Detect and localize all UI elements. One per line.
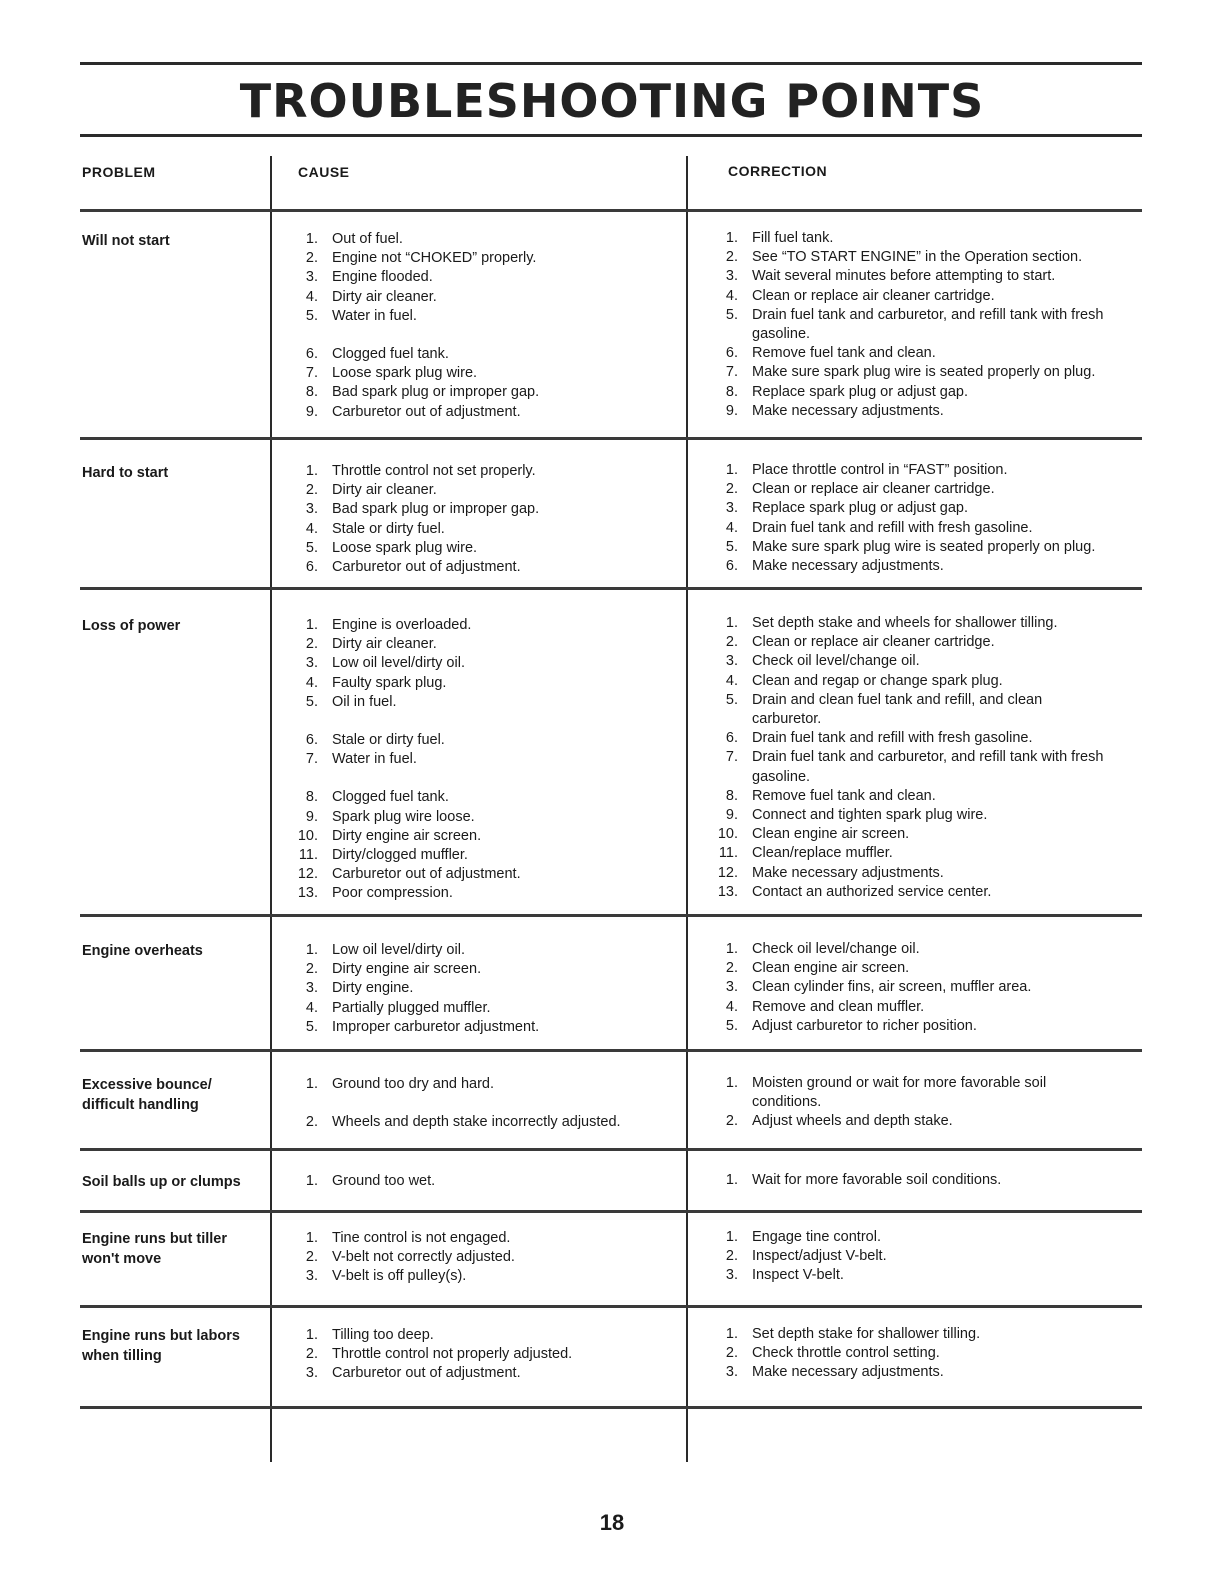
cause-list [296, 230, 676, 422]
title-top-rule [80, 62, 1142, 65]
list-item: 9. Spark plug wire loose. [305, 808, 475, 825]
list-item: 3. Make necessary adjustments. [725, 1364, 944, 1381]
list-item: 5. Drain and clean fuel tank and refill, and clean carburetor. [725, 691, 1043, 728]
list-item: 1. Set depth stake for shallower tilling. [725, 1326, 981, 1342]
list-item: 3. Check oil level/change oil. [725, 653, 920, 670]
problem-label: Engine runs but labors when tilling [82, 1328, 240, 1364]
list-item: 12. Carburetor out of adjustment. [297, 866, 521, 883]
list-item: 2. V-belt not correctly adjusted. [305, 1249, 515, 1266]
title-bottom-rule [80, 134, 1142, 137]
list-item: 4. Drain fuel tank and refill with fresh gasoline. [725, 519, 1033, 536]
list-item: 3. Bad spark plug or improper gap. [305, 501, 540, 518]
list-item: 9. Carburetor out of adjustment. [305, 403, 521, 420]
list-item: 1. Moisten ground or wait for more favorable soil conditions. [725, 1075, 1047, 1111]
section-separator [80, 1210, 1142, 1213]
list-item: 2. Dirty air cleaner. [305, 482, 437, 499]
problem-label: Engine runs but tiller won't move [82, 1231, 228, 1267]
list-item: 8. Clogged fuel tank. [305, 789, 449, 806]
cause-list [296, 941, 676, 1037]
list-item: 10. Clean engine air screen. [717, 826, 910, 843]
list-item: 2. Inspect/adjust V-belt. [725, 1248, 887, 1265]
list-item: 2. Check throttle control setting. [725, 1345, 940, 1362]
list-item: 4. Faulty spark plug. [305, 674, 447, 691]
list-item: 1. Tilling too deep. [305, 1327, 434, 1343]
cause-list [296, 1075, 676, 1132]
list-item: 1. Fill fuel tank. [725, 230, 834, 246]
section-separator [80, 437, 1142, 440]
list-item: 4. Remove and clean muffler. [725, 998, 925, 1015]
list-item: 3. Replace spark plug or adjust gap. [725, 500, 969, 517]
cause-list [296, 1229, 676, 1287]
list-item: 1. Check oil level/change oil. [725, 941, 920, 957]
problem-label: Engine overheats [82, 943, 203, 959]
list-item: 8. Remove fuel tank and clean. [725, 787, 936, 804]
list-item: 6. Stale or dirty fuel. [305, 732, 445, 749]
list-item: 5. Make sure spark plug wire is seated properly on plug. [725, 538, 1096, 555]
list-item: 2. Clean or replace air cleaner cartridge. [725, 634, 995, 651]
section-separator [80, 914, 1142, 917]
header-cause: CAUSE [298, 164, 350, 180]
list-item: 4. Clean or replace air cleaner cartridge. [725, 287, 995, 304]
list-item: 5. Improper carburetor adjustment. [305, 1018, 540, 1035]
list-item: 6. Make necessary adjustments. [725, 558, 944, 575]
list-item: 3. Low oil level/dirty oil. [305, 655, 465, 672]
list-item: 1. Ground too dry and hard. [305, 1076, 495, 1092]
cause-list [296, 616, 676, 904]
list-item: 3. Dirty engine. [305, 980, 414, 997]
list-item: 5. Drain fuel tank and carburetor, and refill tank with fresh gasoline. [725, 306, 1104, 343]
column-divider-correction [686, 156, 688, 1462]
problem-label: Soil balls up or clumps [82, 1174, 241, 1190]
list-item: 3. Clean cylinder fins, air screen, muffler area. [725, 979, 1032, 996]
section-separator [80, 209, 1142, 212]
list-item: 6. Carburetor out of adjustment. [305, 559, 521, 576]
list-item: 13. Poor compression. [297, 885, 453, 902]
list-item: 4. Stale or dirty fuel. [305, 520, 445, 537]
list-item: 1. Tine control is not engaged. [305, 1230, 511, 1246]
list-item: 3. V-belt is off pulley(s). [305, 1268, 467, 1285]
problem-label: Hard to start [82, 465, 169, 481]
list-item: 2. Engine not “CHOKED” properly. [305, 250, 537, 267]
problem-label: Excessive bounce/ difficult handling [82, 1077, 212, 1113]
column-divider-cause [270, 156, 272, 1462]
list-item: 1. Low oil level/dirty oil. [305, 942, 465, 958]
list-item: 8. Bad spark plug or improper gap. [305, 384, 540, 401]
section-separator [80, 1406, 1142, 1409]
list-item: 7. Water in fuel. [305, 751, 417, 768]
list-item: 1. Engage tine control. [725, 1229, 881, 1245]
section-separator [80, 1305, 1142, 1308]
list-item: 5. Loose spark plug wire. [305, 539, 478, 556]
list-item: 2. Clean or replace air cleaner cartridge. [725, 481, 995, 498]
list-item: 7. Drain fuel tank and carburetor, and refill tank with fresh gasoline. [725, 749, 1104, 785]
list-item: 12. Make necessary adjustments. [717, 864, 944, 881]
list-item: 3. Wait several minutes before attempting to start. [725, 268, 1056, 285]
list-item: 11. Dirty/clogged muffler. [298, 847, 468, 864]
cause-list [296, 1326, 676, 1384]
list-item: 2. Adjust wheels and depth stake. [725, 1113, 953, 1130]
list-item: 9. Make necessary adjustments. [725, 402, 944, 419]
section-separator [80, 1049, 1142, 1052]
cause-list [296, 1172, 676, 1191]
list-item: 11. Clean/replace muffler. [718, 845, 893, 862]
list-item: 2. Dirty engine air screen. [305, 961, 482, 978]
list-item: 5. Oil in fuel. [305, 693, 397, 710]
correction-list [716, 940, 1140, 1036]
cause-list [296, 462, 676, 577]
list-item: 1. Wait for more favorable soil conditions. [725, 1172, 1002, 1188]
list-item: 6. Drain fuel tank and refill with fresh gasoline. [725, 730, 1033, 747]
list-item: 3. Inspect V-belt. [725, 1267, 844, 1284]
list-item: 9. Connect and tighten spark plug wire. [725, 807, 988, 824]
problem-label: Loss of power [82, 618, 181, 634]
correction-list [716, 1074, 1140, 1132]
list-item: 2. Dirty air cleaner. [305, 636, 437, 653]
problem-label: Will not start [82, 233, 170, 249]
page-title: TROUBLESHOOTING POINTS [239, 74, 985, 128]
list-item: 7. Make sure spark plug wire is seated properly on plug. [725, 364, 1096, 381]
list-item: 1. Engine is overloaded. [305, 617, 472, 633]
section-separator [80, 1148, 1142, 1151]
list-item: 7. Loose spark plug wire. [305, 365, 478, 382]
list-item: 6. Remove fuel tank and clean. [725, 345, 936, 362]
header-problem: PROBLEM [82, 164, 156, 180]
list-item: 1. Place throttle control in “FAST” position. [725, 462, 1008, 478]
list-item: 2. Throttle control not properly adjusted. [305, 1346, 573, 1363]
list-item: 1. Ground too wet. [305, 1173, 436, 1189]
list-item: 1. Set depth stake and wheels for shallower tilling. [725, 615, 1058, 631]
list-item: 3. Engine flooded. [305, 269, 433, 286]
list-item: 8. Replace spark plug or adjust gap. [725, 383, 969, 400]
list-item: 6. Clogged fuel tank. [305, 346, 449, 363]
correction-list [716, 1171, 1140, 1190]
list-item: 4. Dirty air cleaner. [305, 288, 437, 305]
correction-list [716, 614, 1140, 902]
correction-list [716, 461, 1140, 576]
list-item: 4. Clean and regap or change spark plug. [725, 672, 1003, 689]
list-item: 1. Out of fuel. [305, 231, 403, 247]
section-separator [80, 587, 1142, 590]
list-item: 2. See “TO START ENGINE” in the Operation section. [725, 249, 1083, 266]
list-item: 3. Carburetor out of adjustment. [305, 1365, 521, 1382]
correction-list [716, 229, 1140, 421]
list-item: 2. Clean engine air screen. [725, 960, 910, 977]
list-item: 10. Dirty engine air screen. [297, 827, 482, 844]
list-item: 13. Contact an authorized service center. [717, 883, 992, 900]
list-item: 2. Wheels and depth stake incorrectly adjusted. [305, 1114, 621, 1131]
list-item: 1. Throttle control not set properly. [305, 463, 536, 479]
list-item: 5. Water in fuel. [305, 307, 417, 324]
list-item: 4. Partially plugged muffler. [305, 999, 491, 1016]
list-item: 5. Adjust carburetor to richer position. [725, 1017, 977, 1034]
page-number: 18 [599, 1510, 625, 1535]
correction-list [716, 1228, 1140, 1286]
header-correction: CORRECTION [728, 163, 828, 179]
correction-list [716, 1325, 1140, 1383]
